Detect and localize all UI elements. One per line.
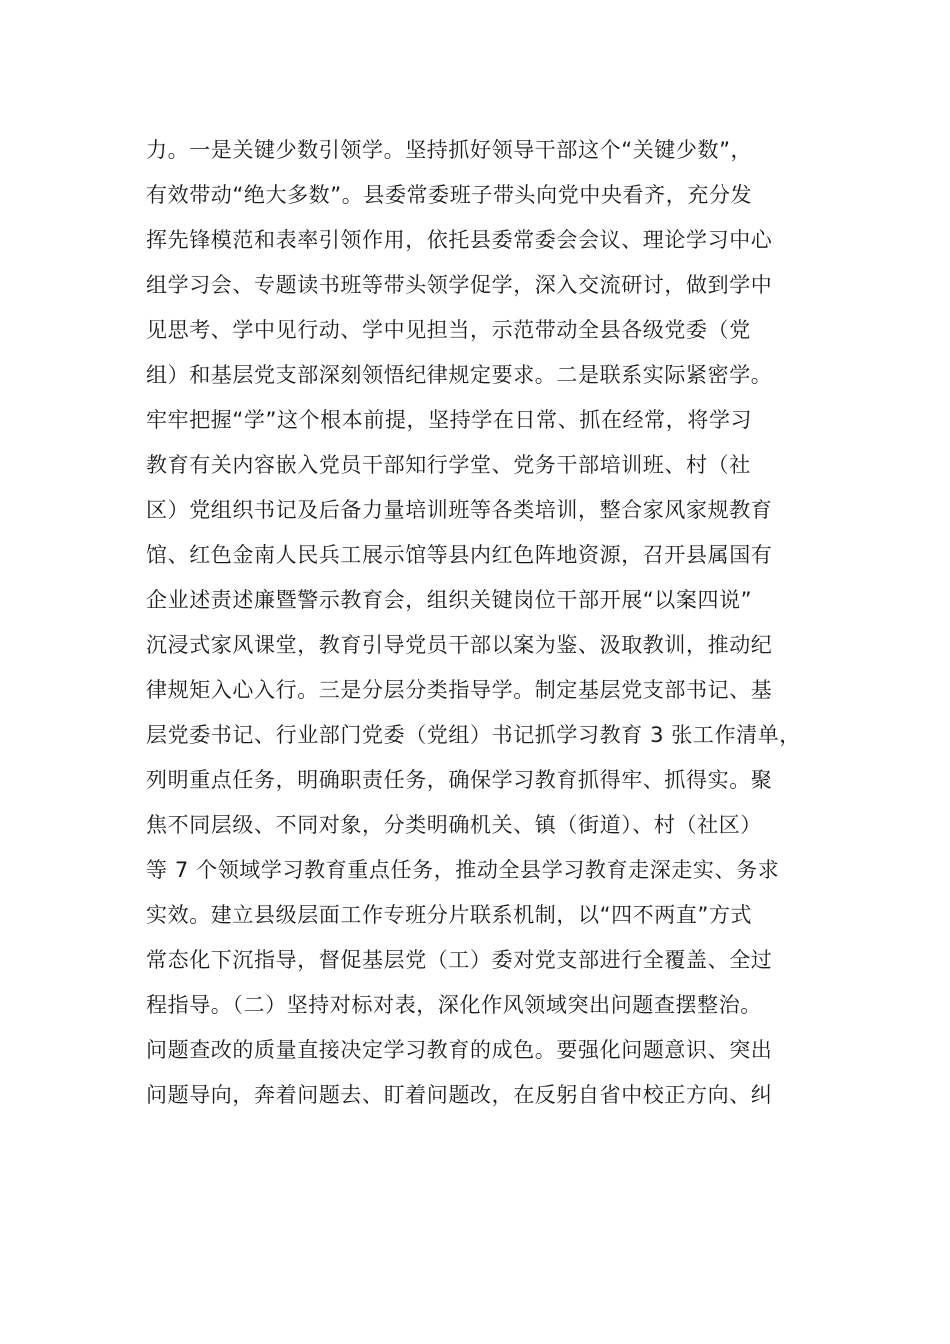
text-line: 企业述责述廉暨警示教育会，组织关键岗位干部开展“以案四说” — [146, 588, 753, 612]
text-line: 常态化下沉指导，督促基层党（工）委对党支部进行全覆盖、全过 — [146, 948, 773, 972]
text-line: 馆、红色金南人民兵工展示馆等县内红色阵地资源，召开县属国有 — [146, 543, 773, 567]
text-line: 有效带动“绝大多数”。县委常委班子带头向党中央看齐，充分发 — [146, 183, 753, 207]
text-line: 组）和基层党支部深刻领悟纪律规定要求。二是联系实际紧密学。 — [146, 363, 773, 387]
text-line: 列明重点任务，明确职责任务，确保学习教育抓得牢、抓得实。聚 — [146, 768, 773, 792]
text-line: 区）党组织书记及后备力量培训班等各类培训，整合家风家规教育 — [146, 498, 773, 522]
text-line: 力。一是关键少数引领学。坚持抓好领导干部这个“关键少数”， — [146, 138, 753, 162]
text-line: 组学习会、专题读书班等带头领学促学，深入交流研讨，做到学中 — [146, 273, 773, 297]
text-line: 问题导向，奔着问题去、盯着问题改，在反躬自省中校正方向、纠 — [146, 1083, 773, 1107]
text-line: 教育有关内容嵌入党员干部知行学堂、党务干部培训班、村（社 — [146, 453, 751, 477]
text-line: 见思考、学中见行动、学中见担当，示范带动全县各级党委（党 — [146, 318, 751, 342]
text-line: 层党委书记、行业部门党委（党组）书记抓学习教育 3 张工作清单， — [146, 723, 801, 747]
text-line: 牢牢把握“学”这个根本前提，坚持学在日常、抓在经常，将学习 — [146, 408, 753, 432]
text-line: 程指导。（二）坚持对标对表，深化作风领域突出问题查摆整治。 — [146, 993, 762, 1017]
text-line: 问题查改的质量直接决定学习教育的成色。要强化问题意识、突出 — [146, 1038, 773, 1062]
text-line: 挥先锋模范和表率引领作用，依托县委常委会会议、理论学习中心 — [146, 228, 773, 252]
text-line: 沉浸式家风课堂，教育引导党员干部以案为鉴、汲取教训，推动纪 — [146, 633, 773, 657]
text-line: 律规矩入心入行。三是分层分类指导学。制定基层党支部书记、基 — [146, 678, 773, 702]
text-line: 实效。建立县级层面工作专班分片联系机制，以“四不两直”方式 — [146, 903, 753, 927]
text-line: 焦不同层级、不同对象，分类明确机关、镇（街道）、村（社区） — [146, 813, 762, 837]
body-text — [146, 128, 826, 1118]
text-line: 等 7 个领域学习教育重点任务，推动全县学习教育走深走实、务求 — [146, 858, 780, 882]
